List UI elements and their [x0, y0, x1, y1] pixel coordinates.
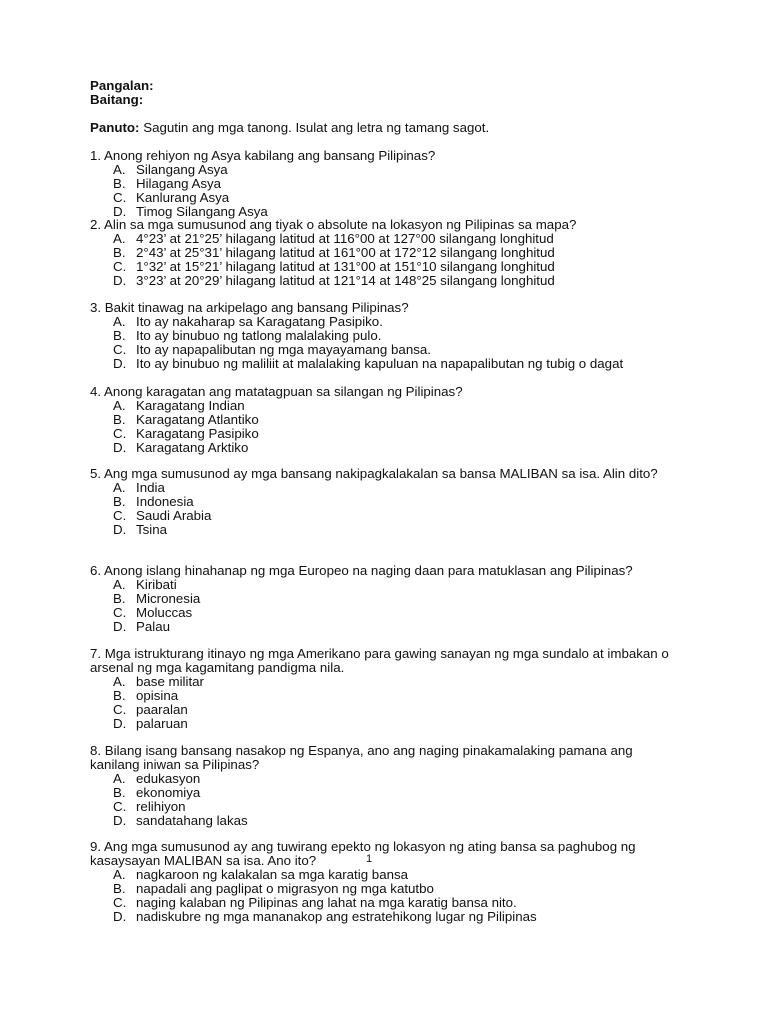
choice-letter: A. [113, 770, 126, 786]
choice-text: 2°43’ at 25°31’ hilagang latitud at 161°00 at 172°12 silangang longhitud [136, 244, 555, 260]
choice-item [90, 260, 675, 274]
choice-letter: C. [113, 425, 127, 441]
choice-item [90, 814, 675, 828]
choice-letter: D. [113, 618, 127, 634]
choice-item [90, 772, 675, 786]
choice-letter: C. [113, 258, 127, 274]
choice-letter: A. [113, 673, 126, 689]
choice-item [90, 399, 675, 413]
choice-text: palaruan [136, 715, 188, 731]
question-stem: 3. Bakit tinawag na arkipelago ang bansang Pilipinas? [90, 300, 409, 315]
choice-text: napadali ang paglipat o migrasyon ng mga katutbo [136, 880, 434, 896]
choice-item [90, 509, 675, 523]
choice-item [90, 703, 675, 717]
choice-item [90, 620, 675, 634]
choice-letter: A. [113, 313, 126, 329]
choice-text: 4°23’ at 21°25’ hilagang latitud at 116°00 at 127°00 silangang longhitud [136, 230, 554, 246]
choice-letter: A. [113, 397, 126, 413]
question-5 [90, 467, 675, 537]
choice-letter: D. [113, 521, 127, 537]
choice-text: Kiribati [136, 576, 177, 592]
choice-text: opisina [136, 687, 179, 703]
question-stem: 7. Mga istrukturang itinayo ng mga Amerikano para gawing sanayan ng mga sundalo at imbakan o arsenal ng mga kagamitang pandigma nila. [90, 646, 669, 675]
question-1 [90, 149, 675, 219]
choice-item [90, 357, 675, 371]
header-fields [90, 79, 154, 107]
choice-text: base militar [136, 673, 204, 689]
choice-letter: B. [113, 327, 126, 343]
choice-list [90, 232, 675, 288]
choice-item [90, 246, 675, 260]
name-label: Pangalan: [90, 78, 154, 93]
choice-text: India [136, 479, 165, 495]
choice-item [90, 910, 675, 924]
choice-list [90, 868, 675, 924]
question-2 [90, 218, 675, 288]
choice-text: Karagatang Indian [136, 397, 245, 413]
choice-item [90, 578, 675, 592]
choice-list [90, 675, 675, 731]
choice-text: Micronesia [136, 590, 201, 606]
choice-list [90, 315, 675, 371]
choice-item [90, 689, 675, 703]
choice-letter: B. [113, 175, 126, 191]
choice-letter: D. [113, 812, 127, 828]
choice-text: naging kalaban ng Pilipinas ang lahat na mga karatig bansa nito. [136, 894, 517, 910]
choice-item [90, 232, 675, 246]
choice-text: nagkaroon ng kalakalan sa mga karatig bansa [136, 866, 409, 882]
choice-text: sandatahang lakas [136, 812, 248, 828]
choice-item [90, 413, 675, 427]
choice-letter: D. [113, 355, 127, 371]
choice-letter: A. [113, 479, 126, 495]
choice-letter: A. [113, 576, 126, 592]
choice-letter: B. [113, 880, 126, 896]
choice-item [90, 329, 675, 343]
choice-letter: B. [113, 411, 126, 427]
choice-list [90, 163, 675, 219]
choice-letter: D. [113, 272, 127, 288]
choice-item [90, 441, 675, 455]
question-stem: 2. Alin sa mga sumusunod ang tiyak o absolute na lokasyon ng Pilipinas sa mapa? [90, 217, 577, 232]
choice-item [90, 882, 675, 896]
choice-text: edukasyon [136, 770, 201, 786]
question-3 [90, 301, 675, 371]
choice-letter: D. [113, 439, 127, 455]
choice-item [90, 481, 675, 495]
choice-text: relihiyon [136, 798, 186, 814]
choice-letter: C. [113, 341, 127, 357]
choice-item [90, 675, 675, 689]
question-9 [90, 840, 675, 923]
question-stem: 8. Bilang isang bansang nasakop ng Espanya, ano ang naging pinakamalaking pamana ang kanilang iniwan sa Pilipinas? [90, 743, 633, 772]
choice-letter: D. [113, 908, 127, 924]
choice-text: Palau [136, 618, 171, 634]
choice-text: Tsina [136, 521, 168, 537]
choice-list [90, 481, 675, 537]
question-stem: 4. Anong karagatan ang matatagpuan sa silangan ng Pilipinas? [90, 384, 463, 399]
choice-letter: C. [113, 894, 127, 910]
question-stem: 6. Anong islang hinahanap ng mga Europeo na naging daan para matuklasan ang Pilipinas? [90, 563, 633, 578]
choice-text: Ito ay napapalibutan ng mga mayayamang bansa. [136, 341, 431, 357]
choice-item [90, 606, 675, 620]
choice-letter: A. [113, 230, 126, 246]
choice-item [90, 786, 675, 800]
choice-text: Karagatang Pasipiko [136, 425, 259, 441]
instructions [90, 121, 489, 135]
grade-label: Baitang: [90, 91, 144, 107]
choice-text: Indonesia [136, 493, 194, 509]
instructions-text: Sagutin ang mga tanong. Isulat ang letra ng tamang sagot. [139, 120, 490, 135]
question-4 [90, 385, 675, 455]
choice-text: Ito ay binubuo ng maliliit at malalaking kapuluan na napapalibutan ng tubig o dagat [136, 355, 624, 371]
choice-letter: B. [113, 493, 126, 509]
question-6 [90, 564, 675, 634]
choice-letter: A. [113, 866, 126, 882]
choice-item [90, 163, 675, 177]
choice-item [90, 427, 675, 441]
question-7 [90, 647, 675, 730]
choice-text: ekonomiya [136, 784, 201, 800]
choice-letter: C. [113, 604, 127, 620]
choice-item [90, 868, 675, 882]
question-stem: 1. Anong rehiyon ng Asya kabilang ang bansang Pilipinas? [90, 148, 436, 163]
choice-item [90, 717, 675, 731]
choice-letter: C. [113, 701, 127, 717]
choice-letter: B. [113, 784, 126, 800]
choice-letter: D. [113, 715, 127, 731]
page-number: 1 [366, 853, 373, 865]
question-stem: 5. Ang mga sumusunod ay mga bansang nakipagkalakalan sa bansa MALIBAN sa isa. Alin dito? [90, 466, 658, 481]
choice-text: paaralan [136, 701, 188, 717]
choice-item [90, 191, 675, 205]
choice-letter: C. [113, 189, 127, 205]
choice-text: Silangang Asya [136, 161, 228, 177]
choice-letter: B. [113, 244, 126, 260]
choice-item [90, 177, 675, 191]
choice-text: Moluccas [136, 604, 193, 620]
choice-item [90, 343, 675, 357]
choice-item [90, 896, 675, 910]
choice-text: 3°23’ at 20°29’ hilagang latitud at 121°14 at 148°25 silangang longhitud [136, 272, 555, 288]
question-8 [90, 744, 675, 827]
choice-text: Karagatang Atlantiko [136, 411, 259, 427]
choice-letter: C. [113, 507, 127, 523]
choice-item [90, 495, 675, 509]
choice-text: nadiskubre ng mga mananakop ang estratehikong lugar ng Pilipinas [136, 908, 537, 924]
choice-letter: B. [113, 590, 126, 606]
choice-list [90, 399, 675, 455]
choice-text: Kanlurang Asya [136, 189, 230, 205]
choice-text: Saudi Arabia [136, 507, 212, 523]
choice-list [90, 772, 675, 828]
choice-letter: D. [113, 203, 127, 219]
choice-list [90, 578, 675, 634]
choice-letter: B. [113, 687, 126, 703]
choice-item [90, 523, 675, 537]
question-stem: 9. Ang mga sumusunod ay ang tuwirang epekto ng lokasyon ng ating bansa sa paghubog ng kasaysayan MALIBAN sa isa. Ano ito? [90, 839, 636, 868]
choice-text: Ito ay nakaharap sa Karagatang Pasipiko. [136, 313, 383, 329]
instructions-label: Panuto: [90, 120, 140, 135]
choice-item [90, 800, 675, 814]
choice-item [90, 274, 675, 288]
choice-text: Ito ay binubuo ng tatlong malalaking pulo. [136, 327, 382, 343]
choice-item [90, 592, 675, 606]
choice-text: 1°32’ at 15°21’ hilagang latitud at 131°00 at 151°10 silangang longhitud [136, 258, 555, 274]
choice-text: Karagatang Arktiko [136, 439, 249, 455]
choice-text: Timog Silangang Asya [136, 203, 268, 219]
choice-letter: C. [113, 798, 127, 814]
choice-text: Hilagang Asya [136, 175, 222, 191]
choice-letter: A. [113, 161, 126, 177]
choice-item [90, 315, 675, 329]
